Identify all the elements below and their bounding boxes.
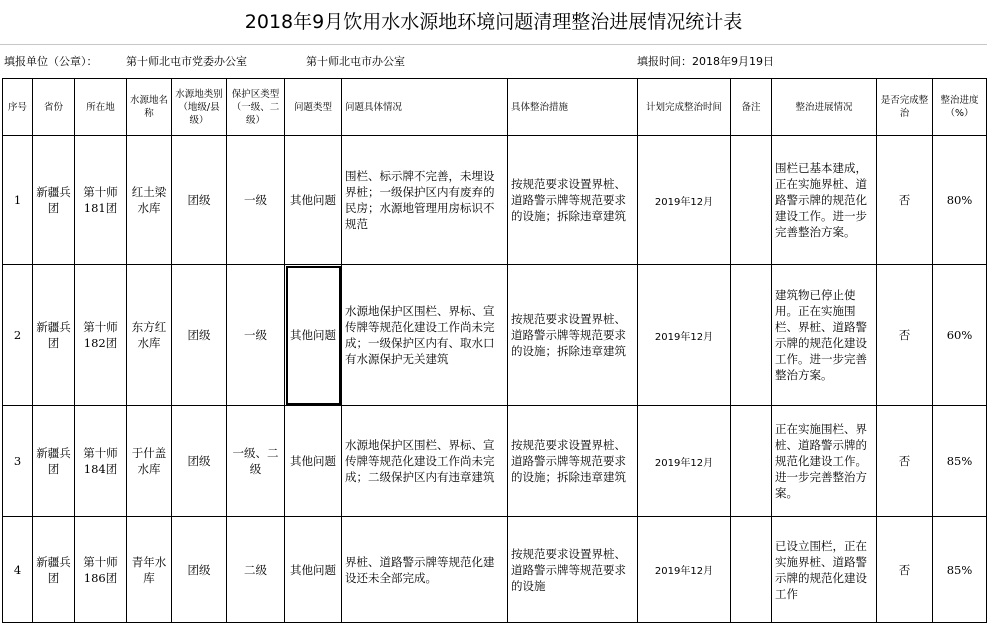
cell-progress-pct[interactable]: 80% — [933, 136, 987, 265]
cell-remark[interactable] — [731, 265, 772, 406]
cell-remark[interactable] — [731, 136, 772, 265]
table-row — [3, 406, 987, 517]
header-province[interactable]: 省份 — [33, 79, 75, 136]
cell-protect-class[interactable]: 一级 — [227, 136, 285, 265]
report-time: 填报时间：2018年9月19日 — [637, 55, 774, 68]
table-row — [3, 265, 987, 406]
header-progress-pct[interactable]: 整治进度（%） — [933, 79, 987, 136]
cell-no[interactable]: 4 — [3, 517, 33, 623]
cell-done[interactable]: 否 — [877, 265, 933, 406]
header-progress-detail[interactable]: 整治进展情况 — [772, 79, 877, 136]
cell-progress-pct[interactable]: 85% — [933, 406, 987, 517]
cell-problem-type[interactable]: 其他问题 — [285, 136, 342, 265]
header-source-class[interactable]: 水源地类别（地级/县级） — [172, 79, 227, 136]
header-plan-time[interactable]: 计划完成整治时间 — [638, 79, 731, 136]
cell-problem-detail[interactable]: 围栏、标示牌不完善，未埋设界桩；一级保护区内有废弃的民房；水源地管理用房标识不规范 — [342, 136, 508, 265]
cell-source-name[interactable]: 青年水库 — [127, 517, 172, 623]
header-remark[interactable]: 备注 — [731, 79, 772, 136]
cell-no[interactable]: 2 — [3, 265, 33, 406]
cell-location[interactable]: 第十师181团 — [75, 136, 127, 265]
cell-problem-detail[interactable]: 界桩、道路警示牌等规范化建设还未全部完成。 — [342, 517, 508, 623]
cell-problem-type[interactable]: 其他问题 — [285, 406, 342, 517]
cell-location[interactable]: 第十师186团 — [75, 517, 127, 623]
cell-protect-class[interactable]: 二级 — [227, 517, 285, 623]
report-unit-2: 第十师北屯市办公室 — [306, 55, 405, 68]
header-row — [3, 79, 987, 136]
cell-source-class[interactable]: 团级 — [172, 136, 227, 265]
cell-progress-pct[interactable]: 85% — [933, 517, 987, 623]
cell-measures[interactable]: 按规范要求设置界桩、道路警示牌等规范要求的设施 — [508, 517, 638, 623]
cell-plan-time[interactable]: 2019年12月 — [638, 265, 731, 406]
cell-problem-detail[interactable]: 水源地保护区围栏、界标、宣传牌等规范化建设工作尚未完成；二级保护区内有违章建筑 — [342, 406, 508, 517]
cell-measures[interactable]: 按规范要求设置界桩、道路警示牌等规范要求的设施；拆除违章建筑 — [508, 136, 638, 265]
cell-progress-pct[interactable]: 60% — [933, 265, 987, 406]
cell-done[interactable]: 否 — [877, 136, 933, 265]
cell-source-class[interactable]: 团级 — [172, 517, 227, 623]
header-no[interactable]: 序号 — [3, 79, 33, 136]
table-row — [3, 136, 987, 265]
cell-remark[interactable] — [731, 406, 772, 517]
cell-measures[interactable]: 按规范要求设置界桩、道路警示牌等规范要求的设施；拆除违章建筑 — [508, 265, 638, 406]
cell-province[interactable]: 新疆兵团 — [33, 265, 75, 406]
cell-source-name[interactable]: 于什盖水库 — [127, 406, 172, 517]
cell-remark[interactable] — [731, 517, 772, 623]
data-table — [2, 78, 987, 623]
header-problem-type[interactable]: 问题类型 — [285, 79, 342, 136]
cell-progress-detail[interactable]: 围栏已基本建成，正在实施界桩、道路警示牌的规范化建设工作。进一步完善整治方案。 — [772, 136, 877, 265]
title-divider — [0, 44, 987, 45]
header-done[interactable]: 是否完成整治 — [877, 79, 933, 136]
cell-progress-detail[interactable]: 建筑物已停止使用。正在实施围栏、界桩、道路警示牌的规范化建设工作。进一步完善整治方案。 — [772, 265, 877, 406]
table-row — [3, 517, 987, 623]
cell-done[interactable]: 否 — [877, 406, 933, 517]
cell-protect-class[interactable]: 一级 — [227, 265, 285, 406]
cell-source-class[interactable]: 团级 — [172, 265, 227, 406]
cell-province[interactable]: 新疆兵团 — [33, 136, 75, 265]
cell-plan-time[interactable]: 2019年12月 — [638, 406, 731, 517]
cell-source-name[interactable]: 红土梁水库 — [127, 136, 172, 265]
header-measures[interactable]: 具体整治措施 — [508, 79, 638, 136]
header-protect-class[interactable]: 保护区类型（一级、二级） — [227, 79, 285, 136]
cell-source-class[interactable]: 团级 — [172, 406, 227, 517]
cell-province[interactable]: 新疆兵团 — [33, 517, 75, 623]
report-unit-label: 填报单位（公章）： — [4, 55, 98, 68]
cell-protect-class[interactable]: 一级、二级 — [227, 406, 285, 517]
cell-done[interactable]: 否 — [877, 517, 933, 623]
header-location[interactable]: 所在地 — [75, 79, 127, 136]
cell-location[interactable]: 第十师184团 — [75, 406, 127, 517]
cell-measures[interactable]: 按规范要求设置界桩、道路警示牌等规范要求的设施；拆除违章建筑 — [508, 406, 638, 517]
cell-source-name[interactable]: 东方红水库 — [127, 265, 172, 406]
cell-problem-type[interactable]: 其他问题 — [285, 517, 342, 623]
table-title: 2018年9月饮用水水源地环境问题清理整治进展情况统计表 — [244, 11, 743, 33]
cell-problem-detail[interactable]: 水源地保护区围栏、界标、宣传牌等规范化建设工作尚未完成；一级保护区内有、取水口有水源保护无关建筑 — [342, 265, 508, 406]
cell-progress-detail[interactable]: 已设立围栏，正在实施界桩、道路警示牌的规范化建设工作 — [772, 517, 877, 623]
cell-plan-time[interactable]: 2019年12月 — [638, 136, 731, 265]
cell-no[interactable]: 1 — [3, 136, 33, 265]
cell-problem-type-selected[interactable]: 其他问题 — [285, 265, 342, 406]
header-source-name[interactable]: 水源地名称 — [127, 79, 172, 136]
header-problem-detail[interactable]: 问题具体情况 — [342, 79, 508, 136]
cell-no[interactable]: 3 — [3, 406, 33, 517]
cell-province[interactable]: 新疆兵团 — [33, 406, 75, 517]
cell-progress-detail[interactable]: 正在实施围栏、界桩、道路警示牌的规范化建设工作。进一步完善整治方案。 — [772, 406, 877, 517]
cell-plan-time[interactable]: 2019年12月 — [638, 517, 731, 623]
cell-location[interactable]: 第十师182团 — [75, 265, 127, 406]
report-unit-1: 第十师北屯市党委办公室 — [126, 55, 247, 68]
